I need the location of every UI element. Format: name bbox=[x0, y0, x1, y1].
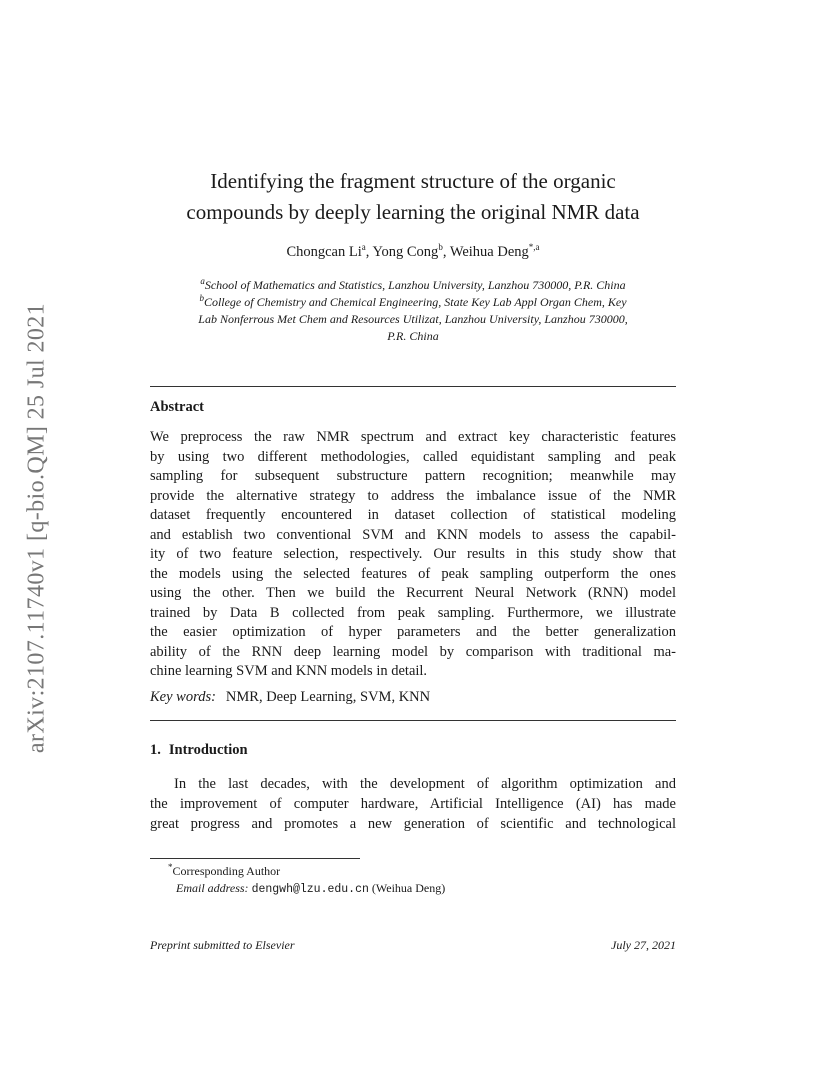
affiliation-mark: a bbox=[200, 276, 205, 286]
paragraph-line: great progress and promotes a new generation of scientific and technological bbox=[150, 816, 676, 832]
abstract-line: dataset frequently encountered in dataset collection of statistical modeling bbox=[150, 507, 676, 523]
abstract-line: We preprocess the raw NMR spectrum and extract key characteristic features bbox=[150, 429, 676, 445]
abstract-line: using the other. Then we build the Recurrent Neural Network (RNN) model bbox=[150, 585, 676, 601]
abstract-line: the models using the selected features of peak sampling outperform the ones bbox=[150, 565, 676, 582]
footnote-email bbox=[168, 880, 445, 898]
email-label: Email address: bbox=[176, 881, 249, 895]
paragraph-line: In the last decades, with the development of algorithm optimization and bbox=[174, 776, 676, 792]
author-affiliation-mark: b bbox=[438, 242, 443, 253]
abstract-heading: Abstract bbox=[150, 399, 204, 415]
author-name: Yong Cong bbox=[372, 244, 439, 260]
abstract-line: by using two different methodologies, called equidistant sampling and peak bbox=[150, 448, 676, 465]
abstract-line: chine learning SVM and KNN models in detail. bbox=[150, 663, 428, 679]
author-name: Weihua Deng bbox=[449, 244, 529, 260]
footnote-corresponding bbox=[168, 863, 445, 880]
introduction-body bbox=[150, 774, 676, 834]
abstract-line: ity of two feature selection, respectively. Our results in this study show that bbox=[150, 546, 676, 562]
abstract-top-rule bbox=[150, 386, 676, 387]
author-list: Chongcan Li$^a$, Yong Cong$^b$, Weihua Deng$^{*,a}$ bbox=[286, 242, 540, 260]
affiliations bbox=[150, 277, 676, 345]
author-affiliation-mark: a bbox=[361, 242, 366, 253]
author-affiliation-mark: *,a bbox=[528, 242, 540, 253]
abstract-line: provide the alternative strategy to address the imbalance issue of the NMR bbox=[150, 487, 676, 504]
preprint-date: July 27, 2021 bbox=[611, 938, 676, 952]
section-title: Introduction bbox=[168, 742, 248, 758]
arxiv-identifier: arXiv:2107.11740v1 [q-bio.QM] 25 Jul 2021 bbox=[23, 302, 50, 754]
affiliation-b-line-3: P.R. China bbox=[387, 329, 439, 343]
abstract-line: the easier optimization of hyper parameters and the better generalization bbox=[150, 624, 676, 640]
email-link[interactable]: dengwh@lzu.edu.cn bbox=[251, 883, 369, 896]
abstract-line: trained by Data B collected from peak sampling. Furthermore, we illustrate bbox=[150, 604, 676, 621]
affiliation-b-line-2: Lab Nonferrous Met Chem and Resources Utilizat, Lanzhou University, Lanzhou 730000, bbox=[198, 312, 628, 326]
abstract-line: sampling for subsequent substructure pattern recognition; meanwhile may bbox=[150, 468, 676, 484]
abstract-bottom-rule bbox=[150, 720, 676, 721]
title-line-1: Identifying the fragment structure of the organic bbox=[210, 169, 616, 193]
paragraph-line: the improvement of computer hardware, Artificial Intelligence (AI) has made bbox=[150, 796, 676, 812]
affiliation-text: College of Chemistry and Chemical Engineering, State Key Lab Appl Organ Chem, Key bbox=[203, 295, 627, 309]
affiliation-b-line-1 bbox=[150, 294, 676, 311]
affiliation-mark: b bbox=[199, 293, 204, 303]
preprint-notice: Preprint submitted to Elsevier bbox=[150, 938, 295, 952]
affiliation-a bbox=[150, 277, 676, 294]
footnote-mark: * bbox=[168, 862, 173, 872]
affiliation-text: School of Mathematics and Statistics, Lanzhou University, Lanzhou 730000, P.R. China bbox=[204, 278, 626, 292]
keywords-label: Key words: bbox=[150, 689, 216, 705]
abstract-line: ability of the RNN deep learning model by comparison with traditional ma- bbox=[150, 643, 676, 660]
email-owner: (Weihua Deng) bbox=[371, 881, 446, 895]
footnotes bbox=[168, 863, 445, 898]
section-number: 1. bbox=[150, 742, 161, 758]
section-heading-introduction bbox=[150, 742, 248, 759]
abstract-body bbox=[150, 428, 676, 682]
keywords-value: NMR, Deep Learning, SVM, KNN bbox=[225, 689, 431, 705]
abstract-line: and establish two conventional SVM and KNN models to assess the capabil- bbox=[150, 526, 676, 543]
keywords bbox=[150, 689, 430, 706]
footnote-text: Corresponding Author bbox=[172, 864, 281, 878]
title-line-2: compounds by deeply learning the original NMR data bbox=[186, 200, 640, 224]
footnote-rule bbox=[150, 858, 360, 859]
paper-title bbox=[150, 166, 676, 228]
author-name: Chongcan Li bbox=[286, 244, 362, 260]
